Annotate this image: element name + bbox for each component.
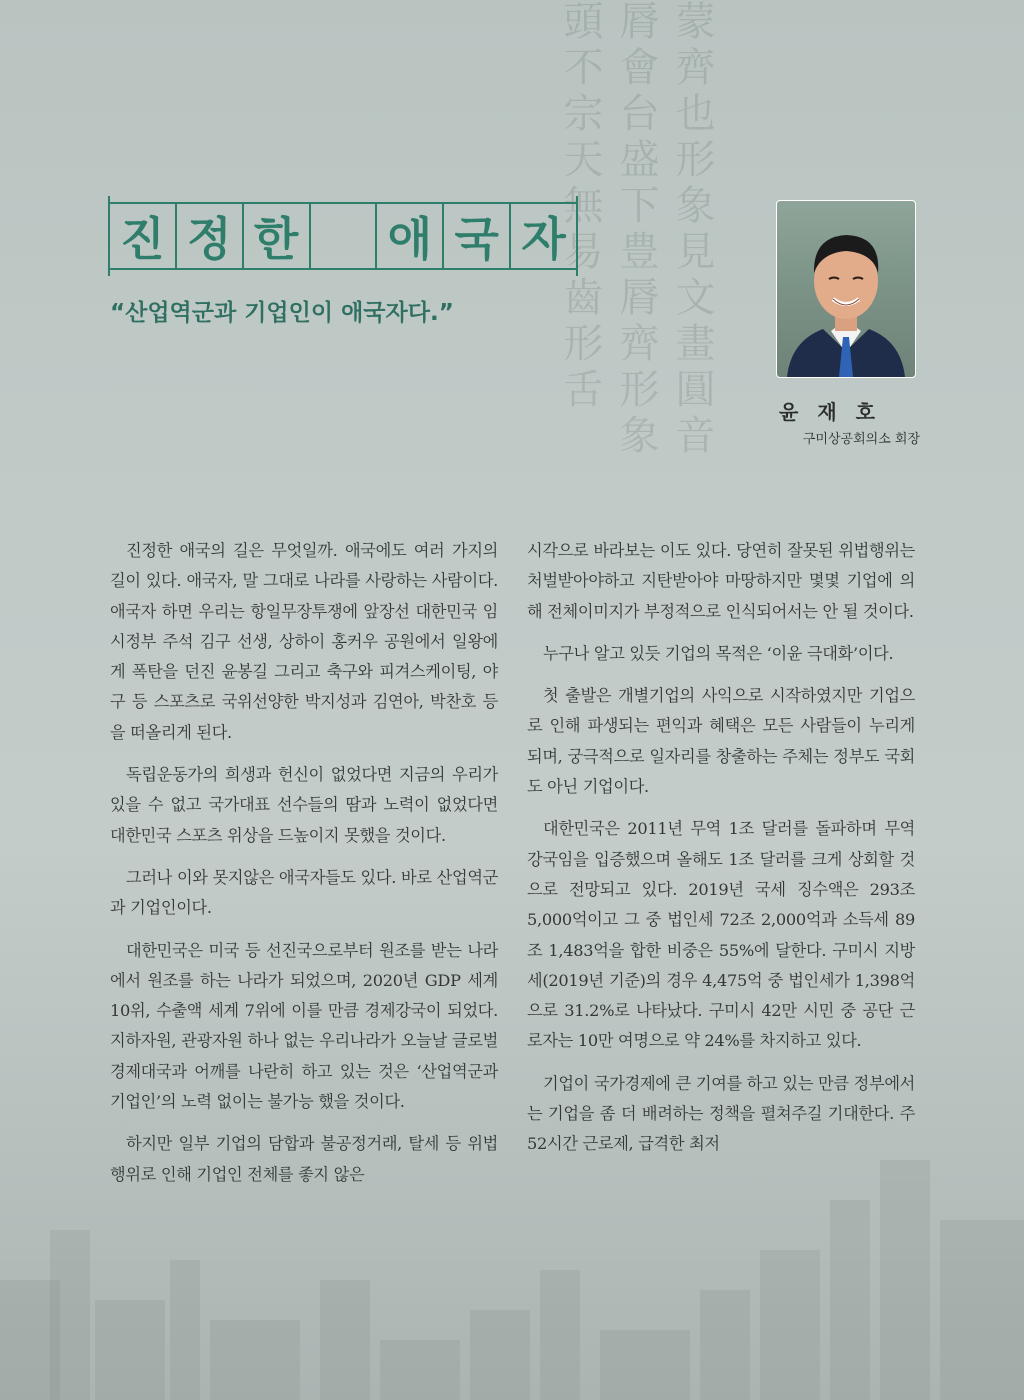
paragraph: 대한민국은 2011년 무역 1조 달러를 돌파하며 무역 강국임을 입증했으며 올해도 1조 달러를 크게 상회할 것으로 전망되고 있다. 2019년 국세 징수액은 293조 5,000억이고 그 중 법인세 72조 2,000억과 소득세 89조 1,483억을 합한 비중은 55%에 달한다. 구미시 지방세(2019년 기준)의 경우 4,475억 중 법인세가 1,398억으로 31.2%로 나타났다. 구미시 42만 시민 중 공단 근로자는 10만 여명으로 약 24%를 차지하고 있다. bbox=[527, 819, 915, 1051]
paragraph: 하지만 일부 기업의 담합과 불공정거래, 탈세 등 위법행위로 인해 기업인 전체를 좋지 않은 bbox=[110, 1134, 498, 1184]
paragraph-continued: 시각으로 바라보는 이도 있다. 당연히 잘못된 위법행위는 처벌받아야하고 지탄받아야 마땅하지만 몇몇 기업에 의해 전체이미지가 부정적으로 인식되어서는 안 될 것이다. bbox=[527, 541, 915, 621]
paragraph: 첫 출발은 개별기업의 사익으로 시작하였지만 기업으로 인해 파생되는 편익과 혜택은 모든 사람들이 누리게 되며, 궁극적으로 일자리를 창출하는 주체는 정부도 국회도 아닌 기업이다. bbox=[527, 686, 915, 797]
paragraph: 그러나 이와 못지않은 애국자들도 있다. 바로 산업역군과 기업인이다. bbox=[110, 867, 498, 918]
title-char-blank bbox=[311, 204, 378, 268]
paragraph: 진정한 애국의 길은 무엇일까. 애국에도 여러 가지의 길이 있다. 애국자, 말 그대로 나라를 사랑하는 사람이다. 애국자 하면 우리는 항일무장투쟁에 앞장선 대한민국 임시정부 주석 김구 선생, 상하이 홍커우 공원에서 일왕에게 폭탄을 던진 윤봉길 그리고 축구와 피겨스케이팅, 야구 등 스포츠로 국위선양한 박지성과 김연아, 박찬호 등을 떠올리게 된다. bbox=[110, 541, 498, 742]
background-calligraphy: 蒙齊也形象見文畫圓音脣會台盛下豊脣齊形象頭不宗天無易齒形舌 bbox=[557, 0, 715, 460]
article-subtitle: “산업역군과 기업인이 애국자다.” bbox=[110, 300, 454, 326]
author-name: 윤 재 호 bbox=[779, 400, 881, 424]
title-char: 정 bbox=[177, 204, 244, 268]
body-column-right bbox=[527, 536, 915, 1172]
paragraph: 기업이 국가경제에 큰 기여를 하고 있는 만큼 정부에서는 기업을 좀 더 배려하는 정책을 펼쳐주길 기대한다. 주 52시간 근로제, 급격한 최저 bbox=[527, 1073, 915, 1154]
title-char: 애 bbox=[377, 204, 444, 268]
title-char: 한 bbox=[244, 204, 311, 268]
article-title bbox=[110, 202, 576, 270]
body-column-left bbox=[110, 536, 498, 1202]
portrait-figure bbox=[777, 201, 915, 377]
author-position: 구미상공회의소 회장 bbox=[802, 432, 920, 447]
paragraph: 대한민국은 미국 등 선진국으로부터 원조를 받는 나라에서 원조를 하는 나라가 되었으며, 2020년 GDP 세계 10위, 수출액 세계 7위에 이를 만큼 경제강국이 되었다. 지하자원, 관광자원 하나 없는 우리나라가 오늘날 글로벌 경제대국과 어깨를 나란히 하고 있는 것은 ‘산업역군과 기업인’의 노력 없이는 불가능 했을 것이다. bbox=[110, 940, 498, 1112]
author-portrait bbox=[776, 200, 916, 378]
title-char: 자 bbox=[521, 212, 566, 266]
title-char: 진 bbox=[110, 204, 177, 268]
paragraph: 누구나 알고 있듯 기업의 목적은 ‘이윤 극대화’이다. bbox=[543, 643, 894, 663]
title-char: 국 bbox=[444, 204, 511, 268]
paragraph: 독립운동가의 희생과 헌신이 없었다면 지금의 우리가 있을 수 없고 국가대표 선수들의 땀과 노력이 없었다면 대한민국 스포츠 위상을 드높이지 못했을 것이다. bbox=[110, 765, 498, 845]
